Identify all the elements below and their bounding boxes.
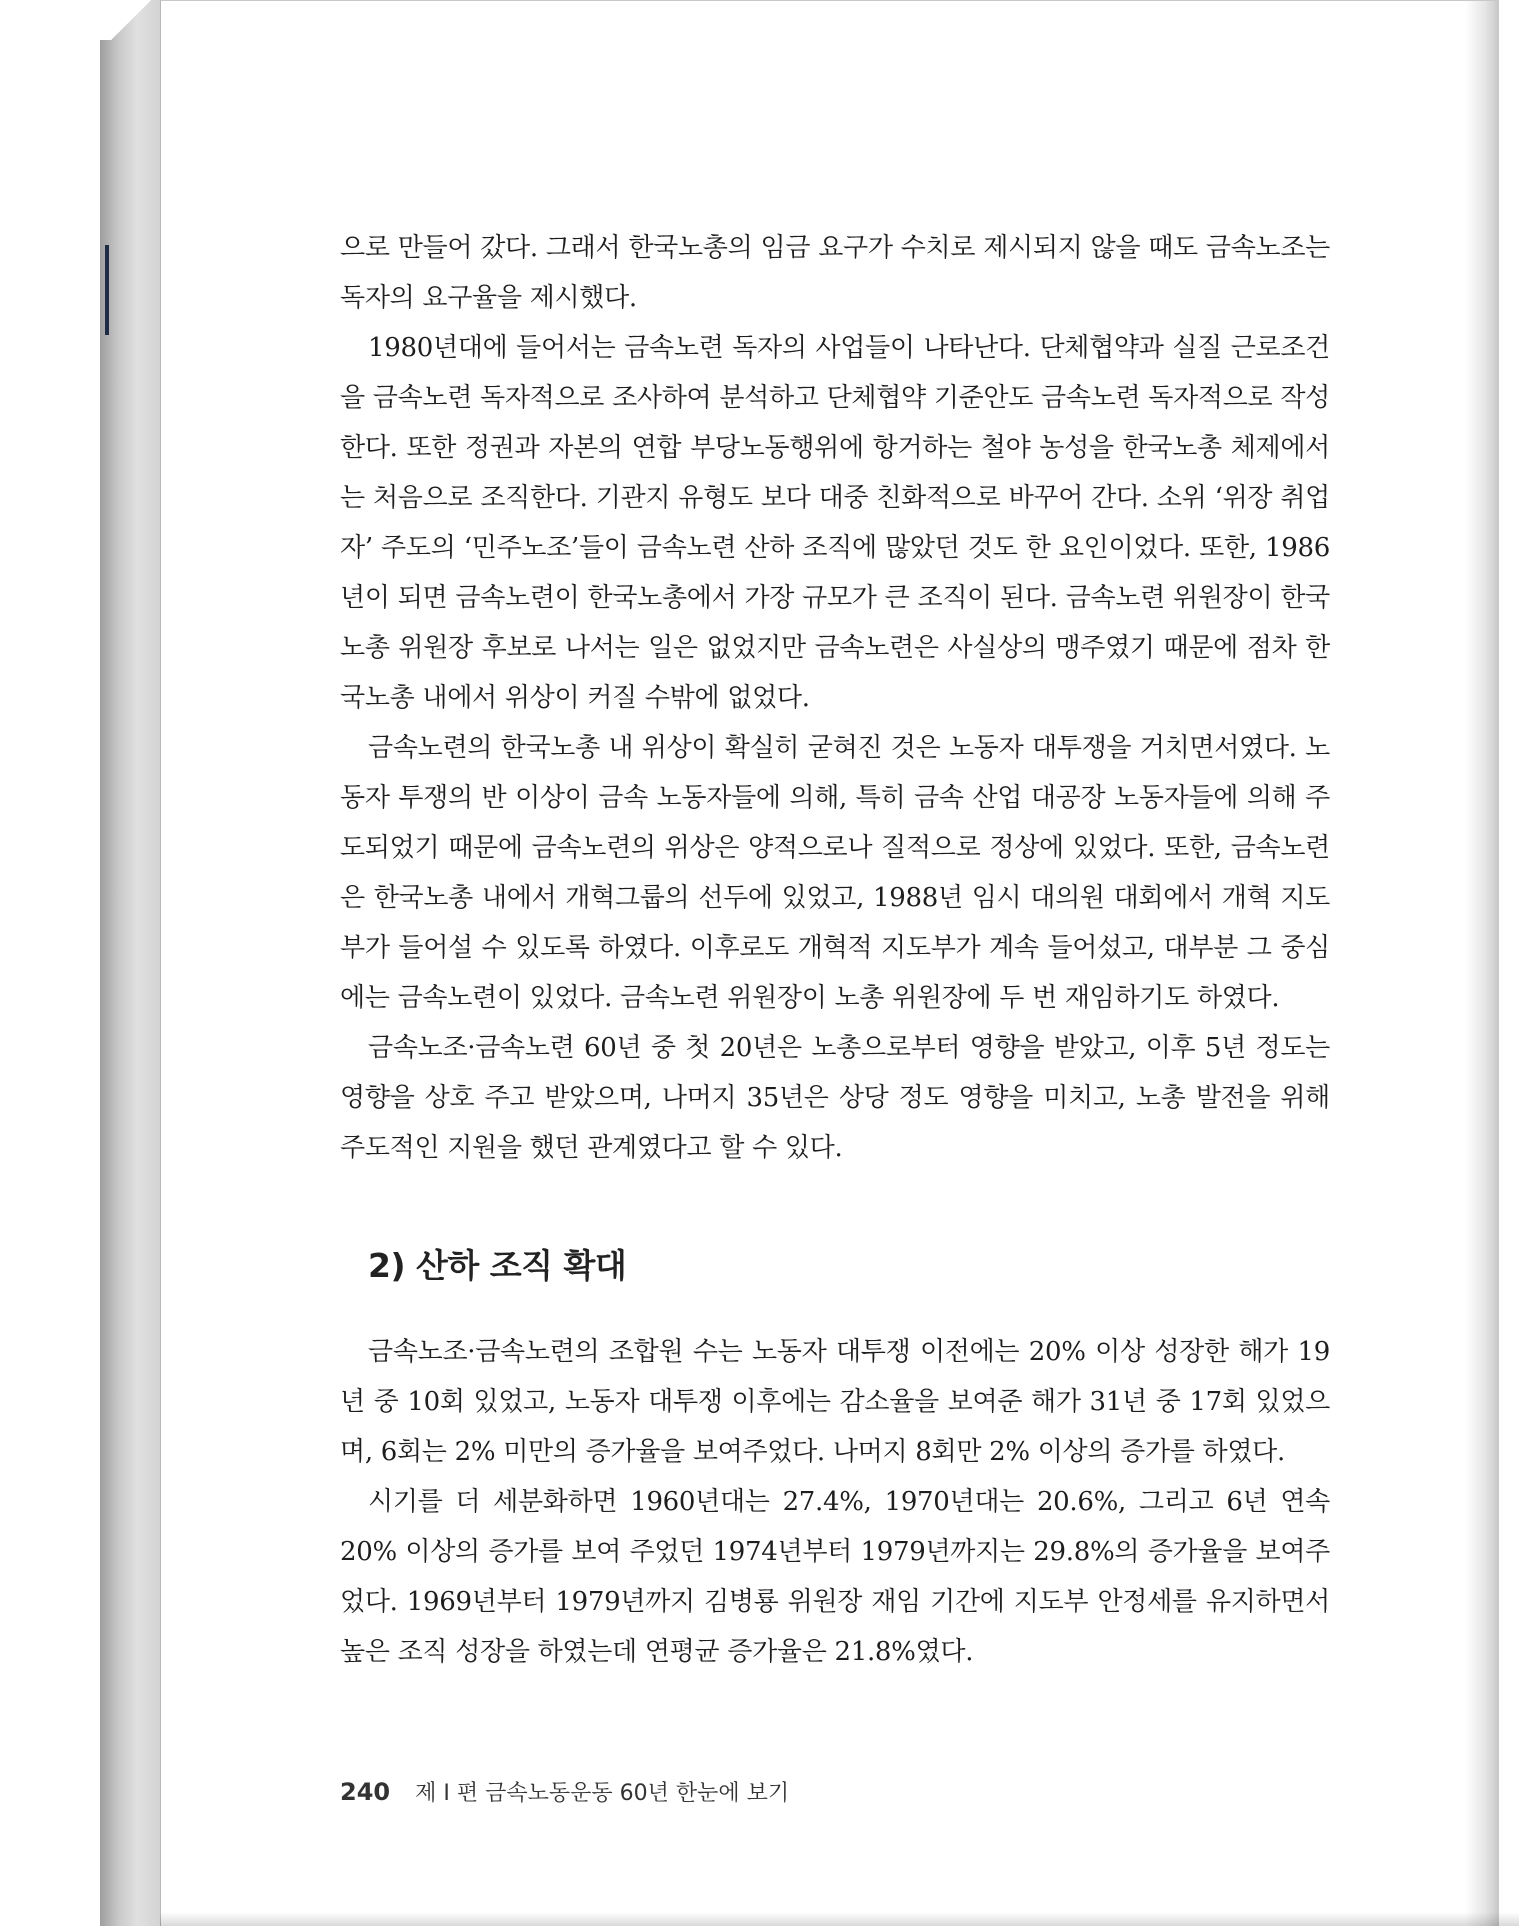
paragraph: 금속노조·금속노련 60년 중 첫 20년은 노총으로부터 영향을 받았고, 이후 5년 정도는 영향을 상호 주고 받았으며, 나머지 35년은 상당 정도 영향을 미치고, 노총 발전을 위해 주도적인 지원을 했던 관계였다고 할 수 있다. — [340, 1033, 1330, 1163]
page-footer — [340, 1776, 789, 1807]
paragraph: 1980년대에 들어서는 금속노련 독자의 사업들이 나타난다. 단체협약과 실질 근로조건을 금속노련 독자적으로 조사하여 분석하고 단체협약 기준안도 금속노련 독자적으로 작성한다. 또한 정권과 자본의 연합 부당노동행위에 항거하는 철야 농성을 한국노총 체제에서는 처음으로 조직한다. 기관지 유형도 보다 대중 친화적으로 바꾸어 간다. 소위 ‘위장 취업자’ 주도의 ‘민주노조’들이 금속노련 산하 조직에 많았던 것도 한 요인이었다. 또한, 1986년이 되면 금속노련이 한국노총에서 가장 규모가 큰 조직이 된다. 금속노련 위원장이 한국노총 위원장 후보로 나서는 일은 없었지만 금속노련은 사실상의 맹주였기 때문에 점차 한국노총 내에서 위상이 커질 수밖에 없었다. — [340, 333, 1330, 713]
book-spine-edge — [100, 0, 162, 1926]
paragraph: 시기를 더 세분화하면 1960년대는 27.4%, 1970년대는 20.6%, 그리고 6년 연속 20% 이상의 증가를 보여 주었던 1974년부터 1979년까지는 29.8%의 증가율을 보여주었다. 1969년부터 1979년까지 김병룡 위원장 재임 기간에 지도부 안정세를 유지하면서 높은 조직 성장을 하였는데 연평균 증가율은 21.8%였다. — [340, 1487, 1330, 1667]
body-text-bottom — [340, 1327, 1330, 1677]
paragraph: 금속노조·금속노련의 조합원 수는 노동자 대투쟁 이전에는 20% 이상 성장한 해가 19년 중 10회 있었고, 노동자 대투쟁 이후에는 감소율을 보여준 해가 31년 중 17회 있었으며, 6회는 2% 미만의 증가율을 보여주었다. 나머지 8회만 2% 이상의 증가를 하였다. — [340, 1337, 1330, 1467]
page-bottom-shadow — [160, 1912, 1519, 1926]
book-corner — [100, 0, 162, 40]
running-title: 제 I 편 금속노동운동 60년 한눈에 보기 — [415, 1781, 790, 1806]
page-number: 240 — [340, 1778, 391, 1806]
section-heading: 2) 산하 조직 확대 — [368, 1246, 627, 1285]
bookmark-ribbon — [105, 245, 109, 335]
paragraph: 으로 만들어 갔다. 그래서 한국노총의 임금 요구가 수치로 제시되지 않을 때도 금속노조는 독자의 요구율을 제시했다. — [340, 233, 1330, 313]
page-shadow — [1465, 1, 1499, 1926]
paragraph: 금속노련의 한국노총 내 위상이 확실히 굳혀진 것은 노동자 대투쟁을 거치면서였다. 노동자 투쟁의 반 이상이 금속 노동자들에 의해, 특히 금속 산업 대공장 노동자들에 의해 주도되었기 때문에 금속노련의 위상은 양적으로나 질적으로 정상에 있었다. 또한, 금속노련은 한국노총 내에서 개혁그룹의 선두에 있었고, 1988년 임시 대의원 대회에서 개혁 지도부가 들어설 수 있도록 하였다. 이후로도 개혁적 지도부가 계속 들어섰고, 대부분 그 중심에는 금속노련이 있었다. 금속노련 위원장이 노총 위원장에 두 번 재임하기도 하였다. — [340, 733, 1330, 1013]
body-text-top — [340, 223, 1330, 1173]
